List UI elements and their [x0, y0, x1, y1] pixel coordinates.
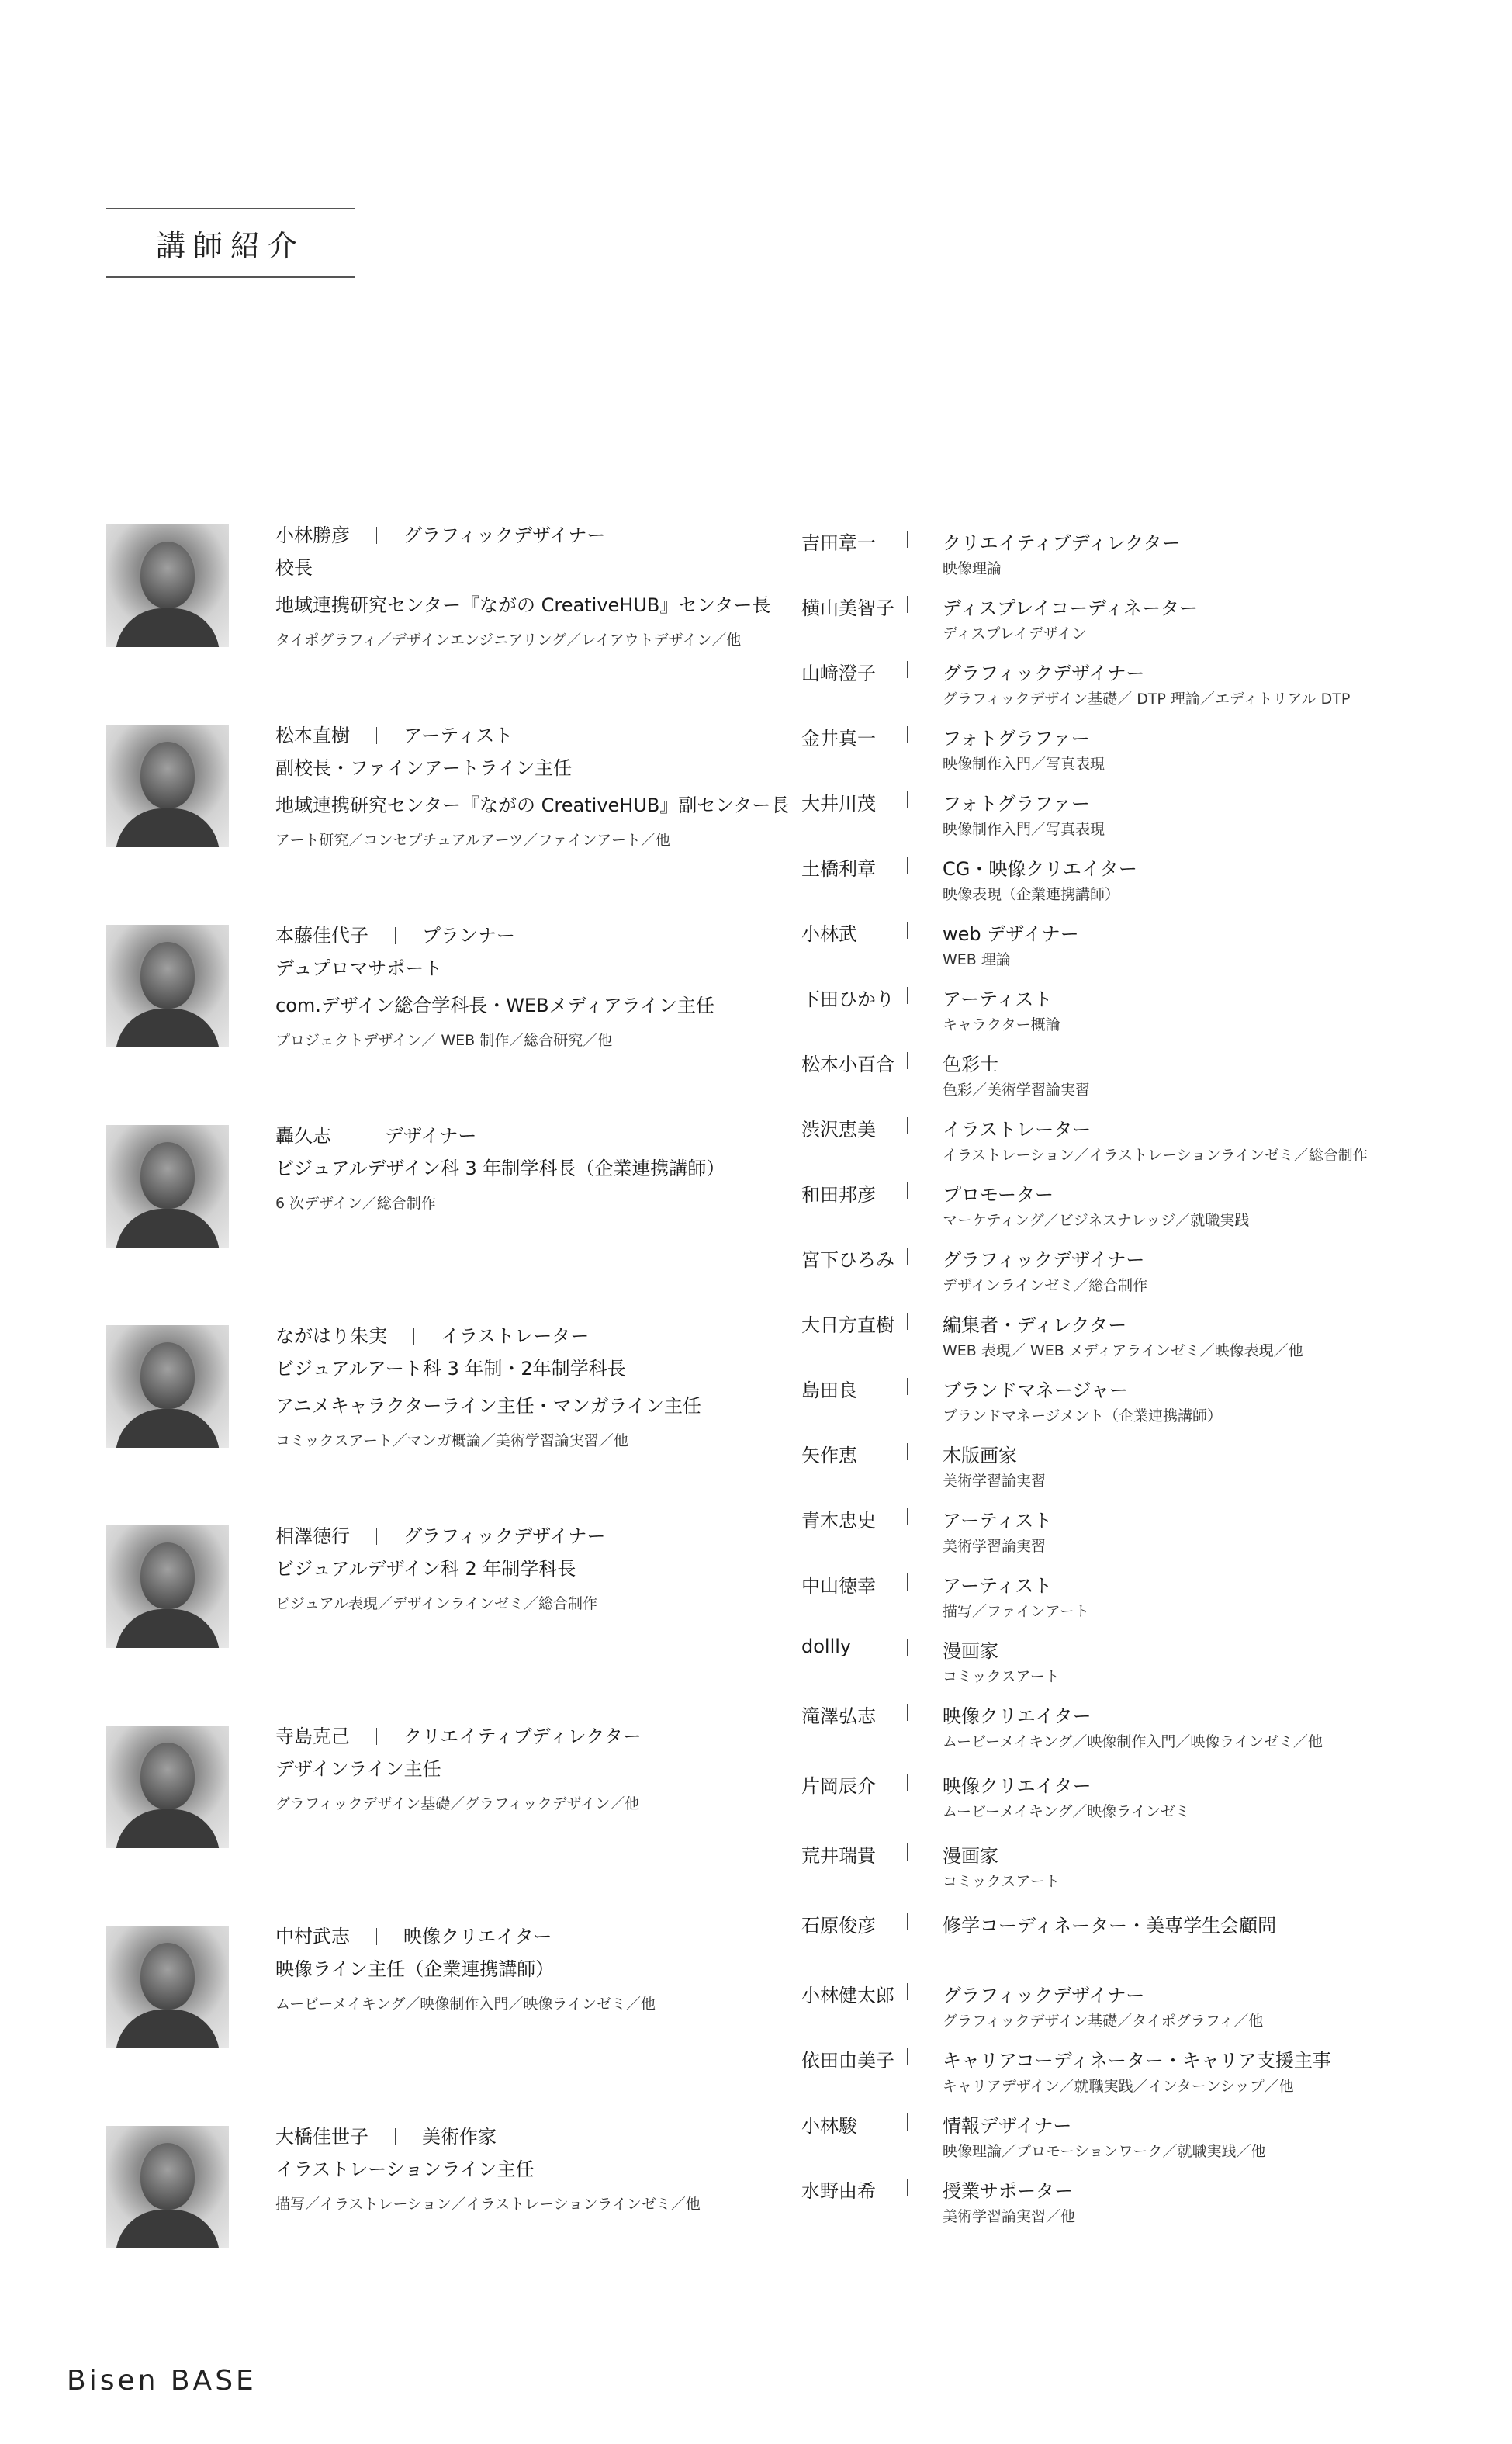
staff-row: [801, 1499, 1484, 1564]
staff-row: [801, 1108, 1484, 1173]
faculty-photo: [106, 2126, 229, 2248]
divider: [907, 1843, 908, 1861]
staff-row: [801, 1974, 1484, 2039]
faculty-card: [106, 1923, 773, 2123]
staff-row: [801, 717, 1484, 782]
staff-name: 金井真一: [801, 728, 876, 749]
faculty-position: 副校長・ファインアートライン主任: [275, 757, 573, 779]
staff-name: 横山美智子: [801, 597, 894, 619]
staff-role: ブランドマネージャー: [943, 1380, 1129, 1401]
staff-subjects: 映像制作入門／写真表現: [943, 756, 1105, 773]
staff-name: 大日方直樹: [801, 1314, 894, 1336]
faculty-card: [106, 1722, 773, 1923]
faculty-photo: [106, 1926, 229, 2048]
staff-row: [801, 1173, 1484, 1238]
staff-subjects: 映像理論: [943, 560, 1002, 577]
staff-subjects: ムービーメイキング／映像制作入門／映像ラインゼミ／他: [943, 1733, 1323, 1750]
divider: [907, 1913, 908, 1930]
faculty-position: ビジュアルデザイン科 2 年制学科長: [275, 1558, 576, 1580]
divider: [907, 1774, 908, 1791]
faculty-name: 中村武志: [275, 1926, 350, 1947]
divider: [907, 2048, 908, 2065]
staff-list: [801, 521, 1484, 2235]
faculty-card: [106, 1522, 773, 1722]
staff-subjects: 映像制作入門／写真表現: [943, 821, 1105, 838]
staff-row: [801, 1764, 1484, 1834]
staff-role: キャリアコーディネーター・キャリア支援主事: [943, 2050, 1331, 2072]
divider: [907, 1378, 908, 1395]
staff-name: 荒井瑞貴: [801, 1845, 876, 1867]
staff-role: イラストレーター: [943, 1119, 1092, 1141]
staff-name: 渋沢恵美: [801, 1119, 876, 1141]
staff-subjects: 映像理論／プロモーションワーク／就職実践／他: [943, 2143, 1266, 2160]
staff-role: プロモーター: [943, 1184, 1054, 1206]
staff-name: 土橋利章: [801, 858, 876, 880]
faculty-card: [106, 1122, 773, 1322]
staff-row: [801, 1695, 1484, 1764]
staff-row: [801, 1434, 1484, 1499]
staff-role: 授業サポーター: [943, 2180, 1073, 2202]
staff-role: 映像クリエイター: [943, 1775, 1092, 1797]
staff-row: [801, 1303, 1484, 1369]
faculty-card: [106, 521, 773, 722]
divider: [907, 2113, 908, 2131]
faculty-position: 校長: [275, 557, 313, 579]
faculty-position: デザインライン主任: [275, 1758, 441, 1780]
staff-row: [801, 1629, 1484, 1695]
faculty-name: 小林勝彦: [275, 524, 350, 546]
staff-subjects: 描写／ファインアート: [943, 1603, 1090, 1620]
staff-row: [801, 2169, 1484, 2235]
staff-subjects: グラフィックデザイン基礎／ DTP 理論／エディトリアル DTP: [943, 691, 1351, 708]
staff-row: [801, 978, 1484, 1043]
staff-role: web デザイナー: [943, 923, 1079, 945]
divider: [907, 1313, 908, 1330]
divider: [907, 1639, 908, 1656]
staff-row: [801, 1043, 1484, 1108]
faculty-photo: [106, 1325, 229, 1448]
staff-name: 水野由希: [801, 2180, 876, 2202]
staff-subjects: ムービーメイキング／映像ラインゼミ: [943, 1803, 1190, 1820]
divider: [907, 1443, 908, 1460]
staff-name: 青木忠史: [801, 1510, 876, 1532]
staff-role: 漫画家: [943, 1845, 998, 1867]
faculty-card: [106, 1322, 773, 1522]
faculty-list: [106, 521, 790, 2323]
faculty-role: 映像クリエイター: [403, 1926, 552, 1947]
staff-row: [801, 1564, 1484, 1629]
staff-row: [801, 912, 1484, 978]
staff-role: アーティスト: [943, 988, 1053, 1010]
faculty-subjects: プロジェクトデザイン／ WEB 制作／総合研究／他: [275, 1032, 613, 1049]
faculty-photo: [106, 1125, 229, 1248]
staff-row: [801, 587, 1484, 652]
faculty-position: 地域連携研究センター『ながの CreativeHUB』センター長: [275, 594, 771, 616]
divider: [376, 1528, 377, 1545]
staff-subjects: 美術学習論実習／他: [943, 2208, 1076, 2225]
divider: [376, 1928, 377, 1945]
staff-role: 情報デザイナー: [943, 2115, 1072, 2137]
divider: [376, 527, 377, 544]
faculty-role: プランナー: [422, 925, 515, 947]
faculty-position: ビジュアルデザイン科 3 年制学科長（企業連携講師）: [275, 1158, 725, 1179]
faculty-name: 大橋佳世子: [275, 2126, 368, 2148]
staff-row: [801, 1238, 1484, 1303]
staff-role: アーティスト: [943, 1510, 1053, 1532]
staff-subjects: ブランドマネージメント（企業連携講師）: [943, 1407, 1223, 1425]
staff-name: 小林健太郎: [801, 1985, 894, 2006]
staff-role: 映像クリエイター: [943, 1705, 1092, 1727]
faculty-photo: [106, 1726, 229, 1848]
staff-role: 修学コーディネーター・美専学生会顧問: [943, 1915, 1277, 1937]
divider: [907, 531, 908, 548]
faculty-position: com.デザイン総合学科長・WEBメディアライン主任: [275, 995, 714, 1016]
staff-name: 宮下ひろみ: [801, 1249, 894, 1271]
staff-subjects: コミックスアート: [943, 1668, 1060, 1685]
divider: [907, 1508, 908, 1525]
staff-row: [801, 652, 1484, 717]
faculty-name: 轟久志: [275, 1125, 331, 1147]
faculty-role: イラストレーター: [441, 1325, 590, 1347]
divider: [907, 922, 908, 939]
divider: [907, 791, 908, 808]
divider: [907, 987, 908, 1004]
staff-subjects: イラストレーション／イラストレーションラインゼミ／総合制作: [943, 1147, 1368, 1164]
divider: [907, 1573, 908, 1591]
faculty-subjects: ムービーメイキング／映像制作入門／映像ラインゼミ／他: [275, 1996, 656, 2013]
faculty-card: [106, 922, 773, 1122]
faculty-subjects: ビジュアル表現／デザインラインゼミ／総合制作: [275, 1595, 597, 1612]
faculty-role: グラフィックデザイナー: [403, 524, 606, 546]
staff-row: [801, 1834, 1484, 1904]
staff-name: dollly: [801, 1636, 852, 1657]
faculty-name: 寺島克己: [275, 1726, 350, 1747]
faculty-subjects: 6 次デザイン／総合制作: [275, 1195, 436, 1212]
divider: [907, 1248, 908, 1265]
faculty-position: 映像ライン主任（企業連携講師）: [275, 1958, 555, 1980]
faculty-subjects: タイポグラフィ／デザインエンジニアリング／レイアウトデザイン／他: [275, 632, 742, 649]
faculty-role: グラフィックデザイナー: [403, 1525, 606, 1547]
divider: [907, 726, 908, 743]
staff-role: ディスプレイコーディネーター: [943, 597, 1199, 619]
staff-name: 滝澤弘志: [801, 1705, 876, 1727]
staff-name: 中山徳幸: [801, 1575, 876, 1597]
staff-role: グラフィックデザイナー: [943, 1249, 1145, 1271]
staff-role: CG・映像クリエイター: [943, 858, 1137, 880]
staff-row: [801, 782, 1484, 847]
faculty-position: ビジュアルアート科 3 年制・2年制学科長: [275, 1358, 626, 1380]
divider: [376, 727, 377, 744]
staff-subjects: ディスプレイデザイン: [943, 625, 1087, 642]
staff-role: 木版画家: [943, 1445, 1017, 1466]
faculty-role: デザイナー: [385, 1125, 477, 1147]
faculty-name: 本藤佳代子: [275, 925, 368, 947]
staff-subjects: 美術学習論実習: [943, 1538, 1047, 1555]
divider: [907, 1117, 908, 1134]
divider: [907, 857, 908, 874]
staff-name: 大井川茂: [801, 793, 876, 815]
section-title: 講師紹介: [106, 208, 355, 278]
faculty-position: 地域連携研究センター『ながの CreativeHUB』副センター長: [275, 794, 790, 816]
staff-row: [801, 847, 1484, 912]
faculty-subjects: アート研究／コンセプチュアルアーツ／ファインアート／他: [275, 832, 670, 849]
faculty-position: アニメキャラクターライン主任・マンガライン主任: [275, 1395, 701, 1417]
faculty-name: ながはり朱実: [275, 1325, 387, 1347]
staff-name: 石原俊彦: [801, 1915, 876, 1937]
staff-name: 片岡辰介: [801, 1775, 876, 1797]
staff-name: 松本小百合: [801, 1054, 894, 1075]
divider: [907, 1704, 908, 1721]
staff-row: [801, 1904, 1484, 1974]
faculty-subjects: 描写／イラストレーション／イラストレーションラインゼミ／他: [275, 2196, 701, 2213]
divider: [413, 1328, 414, 1345]
faculty-position: イラストレーションライン主任: [275, 2158, 535, 2180]
staff-role: フォトグラファー: [943, 793, 1090, 815]
staff-name: 小林駿: [801, 2115, 857, 2137]
staff-name: 下田ひかり: [801, 988, 894, 1010]
faculty-role: 美術作家: [422, 2126, 497, 2148]
faculty-position: デュプロマサポート: [275, 957, 443, 979]
faculty-photo: [106, 925, 229, 1047]
staff-row: [801, 521, 1484, 587]
divider: [376, 1728, 377, 1745]
faculty-card: [106, 722, 790, 922]
divider: [395, 927, 396, 944]
staff-role: 色彩士: [943, 1054, 998, 1075]
staff-row: [801, 1369, 1484, 1434]
staff-role: フォトグラファー: [943, 728, 1090, 749]
divider: [907, 2179, 908, 2196]
faculty-name: 松本直樹: [275, 725, 350, 746]
staff-row: [801, 2039, 1484, 2104]
divider: [907, 596, 908, 613]
staff-subjects: コミックスアート: [943, 1873, 1060, 1890]
staff-subjects: デザインラインゼミ／総合制作: [943, 1277, 1148, 1294]
staff-name: 矢作恵: [801, 1445, 857, 1466]
staff-role: グラフィックデザイナー: [943, 663, 1145, 684]
divider: [907, 1182, 908, 1199]
staff-name: 吉田章一: [801, 532, 876, 554]
staff-name: 島田良: [801, 1380, 857, 1401]
staff-subjects: マーケティング／ビジネスナレッジ／就職実践: [943, 1212, 1250, 1229]
divider: [395, 2128, 396, 2145]
faculty-subjects: コミックスアート／マンガ概論／美術学習論実習／他: [275, 1432, 628, 1449]
staff-role: グラフィックデザイナー: [943, 1985, 1145, 2006]
faculty-role: クリエイティブディレクター: [403, 1726, 642, 1747]
staff-name: 和田邦彦: [801, 1184, 876, 1206]
staff-role: クリエイティブディレクター: [943, 532, 1181, 554]
staff-subjects: 映像表現（企業連携講師）: [943, 886, 1120, 903]
staff-subjects: 色彩／美術学習論実習: [943, 1082, 1091, 1099]
staff-subjects: キャリアデザイン／就職実践／インターンシップ／他: [943, 2078, 1294, 2095]
staff-name: 依田由美子: [801, 2050, 894, 2072]
faculty-photo: [106, 524, 229, 647]
staff-subjects: 美術学習論実習: [943, 1473, 1047, 1490]
brand-logo-text: Bisen BASE: [67, 2365, 257, 2397]
staff-role: アーティスト: [943, 1575, 1053, 1597]
staff-name: 山﨑澄子: [801, 663, 876, 684]
staff-row: [801, 2104, 1484, 2169]
divider: [907, 1983, 908, 2000]
staff-subjects: WEB 理論: [943, 951, 1011, 968]
staff-subjects: グラフィックデザイン基礎／タイポグラフィ／他: [943, 2013, 1264, 2030]
faculty-card: [106, 2123, 773, 2323]
divider: [907, 1052, 908, 1069]
faculty-subjects: グラフィックデザイン基礎／グラフィックデザイン／他: [275, 1795, 640, 1812]
staff-subjects: WEB 表現／ WEB メディアラインゼミ／映像表現／他: [943, 1342, 1303, 1359]
faculty-name: 相澤徳行: [275, 1525, 350, 1547]
staff-role: 漫画家: [943, 1640, 998, 1662]
faculty-role: アーティスト: [403, 725, 514, 746]
faculty-photo: [106, 1525, 229, 1648]
staff-name: 小林武: [801, 923, 857, 945]
divider: [907, 661, 908, 678]
faculty-photo: [106, 725, 229, 847]
staff-role: 編集者・ディレクター: [943, 1314, 1127, 1336]
staff-subjects: キャラクター概論: [943, 1016, 1060, 1033]
